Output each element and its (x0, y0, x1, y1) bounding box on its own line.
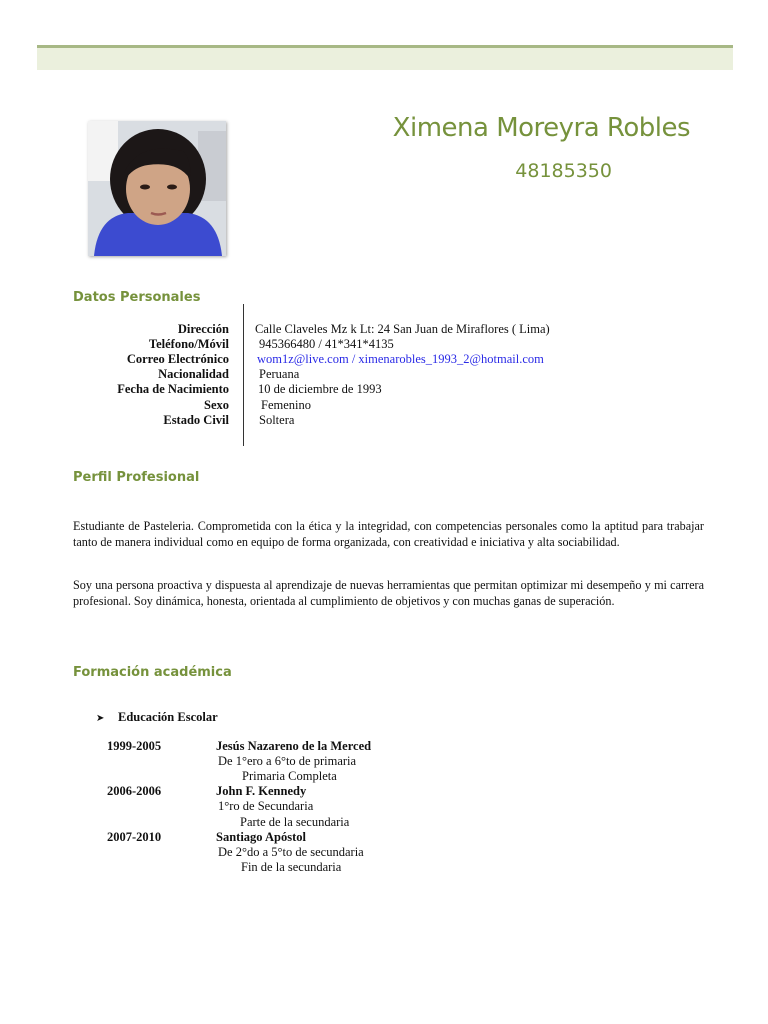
edu-detail-2a: 1°ro de Secundaria (218, 799, 314, 813)
candidate-id-number: 48185350 (515, 160, 612, 182)
edu-detail-3a: De 2°do a 5°to de secundaria (218, 845, 364, 859)
value-birthdate: 10 de diciembre de 1993 (258, 382, 382, 396)
edu-detail-2b: Parte de la secundaria (240, 815, 350, 829)
value-marital-status: Soltera (259, 413, 295, 427)
header-band (37, 48, 733, 70)
label-email: Correo Electrónico (126, 352, 229, 366)
edu-years-2: 2006-2006 (107, 784, 162, 798)
value-phone: 945366480 / 41*341*4135 (259, 337, 394, 351)
edu-school-1: Jesús Nazareno de la Merced (216, 739, 372, 753)
candidate-name: Ximena Moreyra Robles (392, 113, 690, 143)
section-title-education: Formación académica (73, 665, 232, 680)
value-nationality: Peruana (259, 367, 300, 381)
edu-detail-1b: Primaria Completa (242, 769, 337, 783)
personal-divider (243, 304, 244, 446)
section-title-profile: Perfil Profesional (73, 470, 200, 485)
label-address: Dirección (177, 322, 229, 336)
value-address: Calle Claveles Mz k Lt: 24 San Juan de Miraflores ( Lima) (255, 322, 550, 336)
label-marital-status: Estado Civil (163, 413, 229, 427)
profile-paragraph-2: Soy una persona proactiva y dispuesta al aprendizaje de nuevas herramientas que permitan optimizar mi desempeño y mi carrera profesional. Soy dinámica, honesta, orientada al cumplimiento de objetivos y con muchas ganas de superación. (73, 578, 704, 608)
profile-paragraph-1: Estudiante de Pasteleria. Comprometida con la ética y la integridad, con competencias personales como la aptitud para trabajar tanto de manera individual como en equipo de forma organizada, con creatividad e iniciativa y alta sociabilidad. (73, 519, 704, 549)
education-subtitle (96, 710, 218, 725)
profile-photo (88, 121, 226, 256)
label-nationality: Nacionalidad (158, 367, 229, 381)
edu-detail-1a: De 1°ero a 6°to de primaria (218, 754, 357, 768)
edu-school-3: Santiago Apóstol (216, 830, 306, 844)
label-phone: Teléfono/Móvil (148, 337, 229, 351)
value-sex: Femenino (261, 398, 311, 412)
label-sex: Sexo (204, 398, 229, 412)
edu-detail-3b: Fin de la secundaria (241, 860, 342, 874)
arrow-bullet-icon: ➤ (96, 713, 105, 724)
value-email-link[interactable]: wom1z@live.com / ximenarobles_1993_2@hotmail.com (257, 352, 544, 366)
edu-years-1: 1999-2005 (107, 739, 162, 753)
label-birthdate: Fecha de Nacimiento (117, 382, 229, 396)
edu-years-3: 2007-2010 (107, 830, 162, 844)
section-title-personal: Datos Personales (73, 290, 201, 305)
edu-school-2: John F. Kennedy (216, 784, 307, 798)
education-subtitle-text: Educación Escolar (118, 710, 218, 724)
